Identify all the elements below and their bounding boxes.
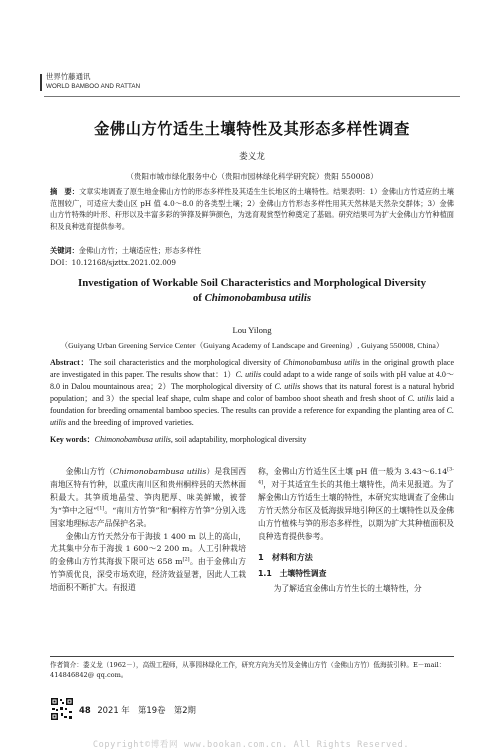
body-column-right xyxy=(258,466,454,596)
copyright-watermark: Copyright©博看网 www.bookan.com.cn. All Rights Reserved. xyxy=(92,740,410,750)
abstract-zh xyxy=(50,186,454,232)
abstract-en-label: Abstract： xyxy=(50,358,90,367)
species-name: Chimonobambusa utilis xyxy=(283,358,361,367)
page-footer xyxy=(79,704,196,716)
abstract-en xyxy=(50,357,454,428)
keywords-en xyxy=(50,434,454,446)
keywords-zh-text: 金佛山方竹；土壤适应性；形态多样性 xyxy=(78,246,201,255)
species-name: Chimonobambusa utilis xyxy=(94,435,171,444)
author-footnote: 作者简介：娄义龙（1962－），高级工程师，从事园林绿化工作，研究方向为关竹及金佛山方竹（金佛山方竹）低海拔引种。E－mail：414846842@ qq.com。 xyxy=(50,661,446,680)
abstract-en-text: in the original growth place are investigated in this paper. The results show that：1） xyxy=(50,358,455,379)
citation: [2] xyxy=(182,556,190,563)
abstract-zh-text: 文章实地调查了原生地金佛山方竹的形态多样性及其适生生长地区的土壤特性。结果表明：1）金佛山方竹适应的土壤范围较广，可适应大娄山区 pH 值 4.0～8.0 的各类型土壤；2）金佛山方竹形态多样性用其天然林是天然杂交群体；3）金佛山方竹特殊的叶形、秆形以及丰富多彩的笋箨及鲜笋颜色，为选育观赏型竹种奠定了基础。研究结果可为扩大金佛山方竹种植面积及良种选育提供参考。 xyxy=(50,187,454,231)
species-name: Chimonobambusa utilis xyxy=(113,467,207,476)
body-paragraph: 称，金佛山方竹适生区土壤 pH 值一般为 3.43～6.14[3-4]，对于其适宜生长的其他土壤特性，尚未见报道。为了解金佛山方竹适生土壤的特性，本研究实地调查了金佛山方竹天然分布区及低海拔异地引种区的土壤特性以及金佛山方竹植株与笋的形态多样性，以期为扩大其种植面积及良种选育提供参考。 xyxy=(258,466,454,541)
abstract-en-text: could adapt to a wide range of soils with pH value at 4.0～8.0 in Dalou mountainous area；2）The morphological diversity of xyxy=(50,369,455,391)
article-title-en xyxy=(44,276,460,306)
keywords-zh-label: 关键词： xyxy=(50,246,79,255)
section-heading: 1 材料和方法 xyxy=(258,552,313,563)
abstract-en-text: laid a foundation for breeding ornamental bamboo species. The results can provide a reference for expanding the planting area of xyxy=(50,393,455,415)
subsection-heading: 1.1 土壤特性调查 xyxy=(258,569,327,579)
citation: [1] xyxy=(97,505,105,512)
issue-info: 2021 年 第19卷 第2期 xyxy=(97,705,196,715)
page-number: 48 xyxy=(79,705,91,715)
footnote-rule xyxy=(50,656,454,657)
journal-header xyxy=(46,72,196,91)
title-en-species: Chimonobambusa utilis xyxy=(204,292,312,304)
author-en: Lou Yilong xyxy=(232,325,272,335)
keywords-en-label: Key words： xyxy=(50,435,95,444)
journal-name-zh: 世界竹藤通讯 xyxy=(46,72,91,81)
body-column-left xyxy=(50,466,246,595)
journal-name-en: WORLD BAMBOO AND RATTAN xyxy=(46,82,141,90)
abstract-en-text: shows that its natural forest is a natural hybrid population；and 3）the special leaf shape, culm shape and color of bamboo shoot sheath and fresh shoot of xyxy=(50,381,454,403)
affiliation-zh: （贵阳市城市绿化服务中心（贵阳市园林绿化科学研究院）贵阳 550008） xyxy=(126,172,378,181)
qr-code-icon xyxy=(50,697,74,721)
header-bar xyxy=(40,74,42,91)
species-name: C. utilis xyxy=(235,369,262,379)
abstract-zh-label: 摘 要： xyxy=(50,187,80,196)
species-name: C. utilis xyxy=(274,381,301,391)
doi: DOI：10.12168/sjzttx.2021.02.009 xyxy=(50,258,176,267)
body-paragraph: 为了解适宜金佛山方竹生长的土壤特性，分 xyxy=(273,584,422,594)
abstract-en-text: and the breeding of improved varieties. xyxy=(66,417,194,427)
title-en-of: of xyxy=(192,292,205,304)
keywords-en-text: , soil adaptability, morphological diversity xyxy=(170,435,307,444)
keywords-zh xyxy=(50,245,454,257)
author-zh: 娄义龙 xyxy=(239,152,265,162)
title-en-line2 xyxy=(44,291,460,306)
citation: [3-4] xyxy=(258,466,454,486)
article-title-zh: 金佛山方竹适生土壤特性及其形态多样性调查 xyxy=(94,120,410,138)
abstract-en-text: The soil characteristics and the morphological diversity of xyxy=(89,358,284,367)
species-name: C. utilis xyxy=(407,393,434,403)
species-name: C. utilis xyxy=(50,405,454,427)
header-rule xyxy=(44,96,460,97)
affiliation-en: （Guiyang Urban Greening Service Center（Guiyang Academy of Landscape and Greening）, Guiyang 550008, China） xyxy=(60,341,444,350)
body-paragraph: 金佛山方竹（Chimonobambusa utilis）是我国西南地区特有竹种，以重庆南川区和贵州桐梓县的天然林面积最大。其笋质地晶莹、笋肉肥厚、味美鲜嫩，被誉为“笋中之冠”[1]。“南川方竹笋”和“桐梓方竹笋”分别入选国家地理标志产品保护名录。 xyxy=(50,467,246,528)
body-paragraph: 金佛山方竹天然分布于海拔 1 400 m 以上的高山，尤其集中分布于海拔 1 600～2 200 m。人工引种栽培的金佛山方竹其海拔下限可达 658 m[2]。由于金佛山方竹笋质优良，深受市场欢迎，经济效益显著，因此人工栽培面积不断扩大。有报道 xyxy=(50,531,246,593)
title-en-line1: Investigation of Workable Soil Characteristics and Morphological Diversity xyxy=(78,277,426,289)
